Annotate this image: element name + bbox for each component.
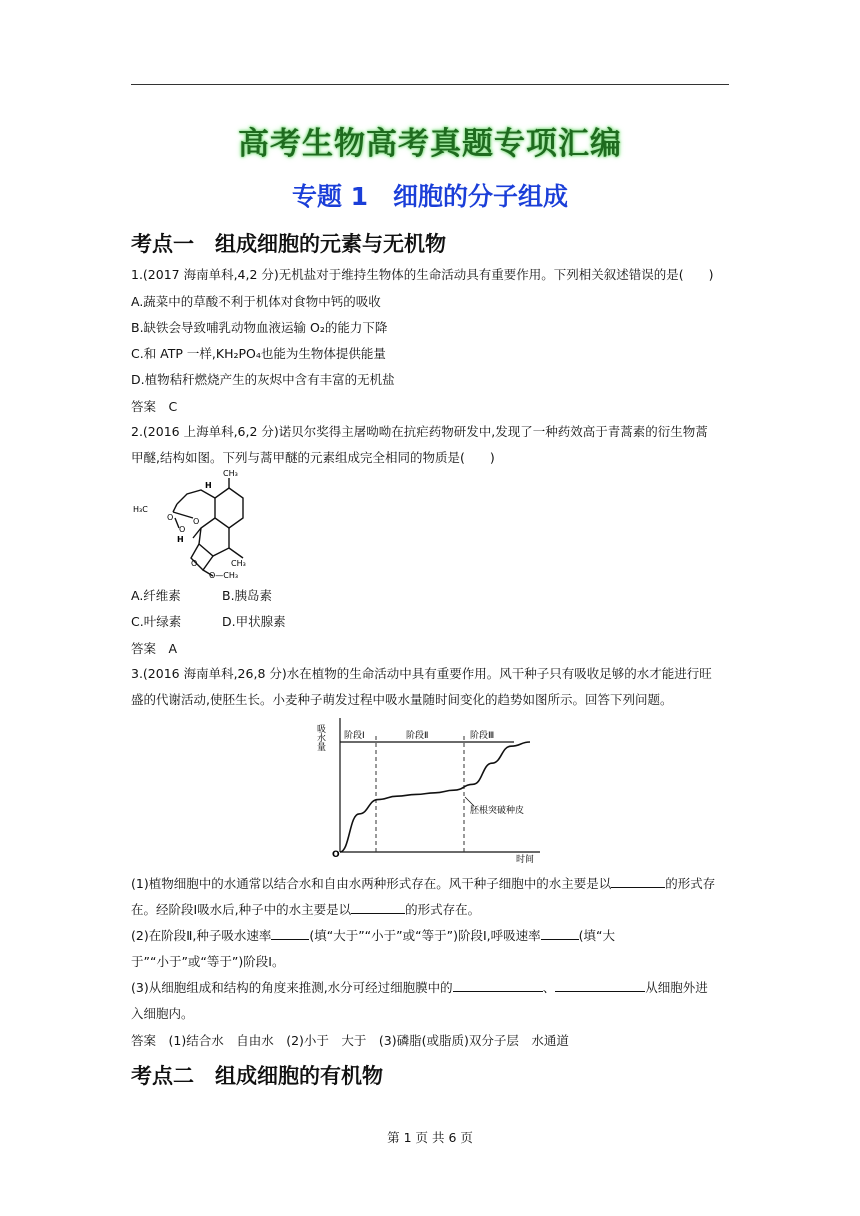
- q3-stem-line1: 3.(2016 海南单科,26,8 分)水在植物的生命活动中具有重要作用。风干种子只有吸收足够的水才能进行旺: [131, 666, 712, 681]
- q2-option-c: C.叶绿素: [131, 614, 182, 629]
- q3-part1-line2: [131, 901, 480, 919]
- q1-option-c: C.和 ATP 一样,KH₂PO₄也能为生物体提供能量: [131, 346, 386, 361]
- q3-p3a: (3)从细胞组成和结构的角度来推测,水分可经过细胞膜中的: [131, 980, 453, 995]
- document-title: 高考生物高考真题专项汇编: [238, 126, 622, 162]
- q3-p2a: (2)在阶段Ⅱ,种子吸水速率: [131, 928, 272, 943]
- q2-option-d: D.甲状腺素: [222, 614, 286, 629]
- stage-label-2: 阶段Ⅱ: [406, 731, 429, 741]
- q1-stem: 1.(2017 海南单科,4,2 分)无机盐对于维持生物体的生命活动具有重要作用。下列相关叙述错误的是( ): [131, 267, 714, 282]
- q3-p3sep: 、: [542, 980, 556, 995]
- q3-part3-line2: 入细胞内。: [131, 1006, 194, 1021]
- label-h2: H: [177, 535, 184, 544]
- q3-p1b: 的形式存: [665, 876, 716, 891]
- q3-p2b: (填“大于”“小于”或“等于”)阶段Ⅰ,呼吸速率: [309, 928, 541, 943]
- q2-stem-line1: 2.(2016 上海单科,6,2 分)诺贝尔奖得主屠呦呦在抗疟药物研发中,发现了一种药效高于青蒿素的衍生物蒿: [131, 424, 708, 439]
- water-uptake-chart: [315, 712, 548, 867]
- blank-5[interactable]: [453, 979, 543, 992]
- q1-option-a: A.蔬菜中的草酸不利于机体对食物中钙的吸收: [131, 294, 381, 309]
- artemether-structure: [131, 466, 261, 581]
- label-ch3-top: CH₃: [223, 469, 238, 478]
- label-ch3-right: CH₃: [231, 559, 246, 568]
- page-footer: 第 1 页 共 6 页: [387, 1130, 473, 1145]
- q3-p1c: 在。经阶段Ⅰ吸水后,种子中的水主要是以: [131, 902, 352, 917]
- header-rule: [131, 84, 729, 85]
- q1-answer: 答案 C: [131, 399, 178, 414]
- x-axis-label: 时间: [516, 855, 535, 865]
- q3-p1a: (1)植物细胞中的水通常以结合水和自由水两种形式存在。风干种子细胞中的水主要是以: [131, 876, 612, 891]
- label-o4: O: [191, 559, 198, 568]
- q3-answer: 答案 (1)结合水 自由水 (2)小于 大于 (3)磷脂(或脂质)双分子层 水通道: [131, 1033, 569, 1048]
- q3-part1-line1: [131, 875, 715, 893]
- topic-subtitle: 专题 1 细胞的分子组成: [291, 182, 569, 211]
- q1-option-d: D.植物秸秆燃烧产生的灰烬中含有丰富的无机盐: [131, 372, 395, 387]
- blank-2[interactable]: [351, 901, 405, 914]
- label-h1: H: [205, 481, 212, 490]
- stage-label-3: 阶段Ⅲ: [470, 731, 495, 741]
- q2-stem-line2: 甲醚,结构如图。下列与蒿甲醚的元素组成完全相同的物质是( ): [131, 450, 495, 465]
- origin-label: O: [332, 850, 340, 860]
- label-h3c: H₃C: [133, 505, 148, 514]
- label-o2: O: [179, 525, 186, 534]
- q3-p1d: 的形式存在。: [405, 902, 481, 917]
- section-heading-1: 考点一 组成细胞的元素与无机物: [131, 232, 446, 256]
- annotation-leader: [465, 797, 474, 806]
- q3-part2-line1: [131, 927, 615, 945]
- blank-3[interactable]: [271, 927, 309, 940]
- blank-6[interactable]: [555, 979, 645, 992]
- q3-p3b: 从细胞外进: [645, 980, 708, 995]
- q2-answer: 答案 A: [131, 641, 178, 656]
- q1-option-b: B.缺铁会导致哺乳动物血液运输 O₂的能力下降: [131, 320, 388, 335]
- label-o1: O: [167, 513, 174, 522]
- y-axis-label: 吸水量: [315, 724, 325, 751]
- blank-4[interactable]: [541, 927, 579, 940]
- q2-option-a: A.纤维素: [131, 588, 181, 603]
- label-och3: O—CH₃: [209, 571, 239, 580]
- blank-1[interactable]: [611, 875, 665, 888]
- series-line: [340, 742, 530, 852]
- annotation-label: 胚根突破种皮: [470, 806, 525, 816]
- label-o3: O: [193, 517, 200, 526]
- q3-p2c: (填“大: [578, 928, 615, 943]
- q2-option-b: B.胰岛素: [222, 588, 273, 603]
- stage-label-1: 阶段Ⅰ: [344, 731, 365, 741]
- q3-stem-line2: 盛的代谢活动,使胚生长。小麦种子萌发过程中吸水量随时间变化的趋势如图所示。回答下列问题。: [131, 692, 673, 707]
- q3-part2-line2: 于”“小于”或“等于”)阶段Ⅰ。: [131, 954, 285, 969]
- q3-part3-line1: [131, 979, 708, 997]
- section-heading-2: 考点二 组成细胞的有机物: [131, 1064, 383, 1088]
